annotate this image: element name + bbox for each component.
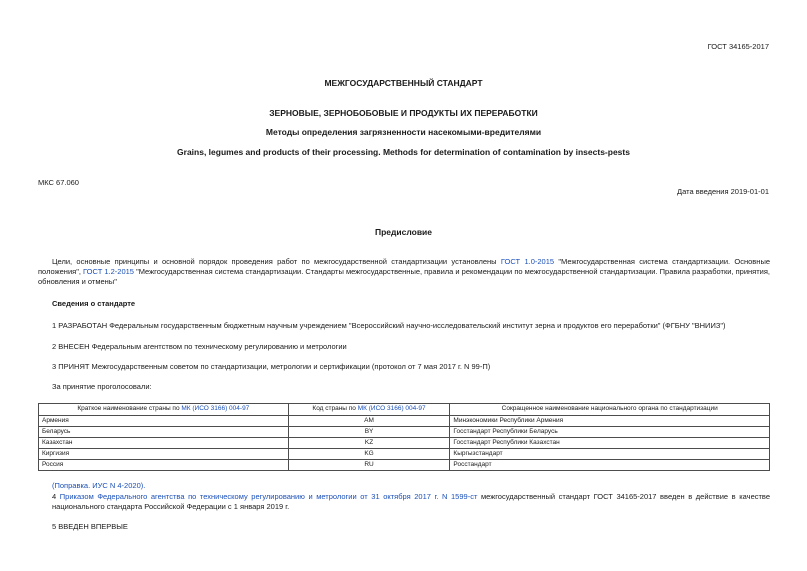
item-enacted: [52, 492, 770, 512]
item-first-introduced: 5 ВВЕДЕН ВПЕРВЫЕ: [52, 522, 128, 531]
item-enacted-text: межгосударственный стандарт ГОСТ 34165-2017 введен в действие в качестве национального стандарта Российской Федерации с 1 января 2019 г.: [52, 492, 770, 512]
item-enacted-number: 4: [52, 492, 60, 501]
code-cell: RU: [288, 460, 450, 471]
header-country-code: Код страны по МК (ИСО 3166) 004-97: [288, 404, 450, 416]
voted-label: За принятие проголосовали:: [52, 382, 152, 391]
intro-date: Дата введения 2019-01-01: [677, 187, 769, 196]
gost-1-0-link[interactable]: ГОСТ 1.0-2015: [500, 257, 555, 266]
body-cell: Минэкономики Республики Армения: [450, 416, 770, 427]
title-en: Grains, legumes and products of their processing. Methods for determination of contamination by insects-pests: [177, 147, 630, 157]
item-submitted: 2 ВНЕСЕН Федеральным агентством по техническому регулированию и метрологии: [52, 342, 347, 351]
doc-code: ГОСТ 34165-2017: [707, 42, 769, 51]
info-heading: Сведения о стандарте: [52, 299, 136, 308]
voting-table: [38, 403, 770, 471]
body-cell: Кыргызстандарт: [450, 449, 770, 460]
table-row: [39, 438, 770, 449]
subtitle-ru: Методы определения загрязненности насекомыми-вредителями: [265, 127, 542, 137]
mks-code: МКС 67.060: [38, 178, 79, 187]
code-cell: KZ: [288, 438, 450, 449]
country-cell: Казахстан: [39, 438, 289, 449]
table-header-row: [39, 404, 770, 416]
body-cell: Госстандарт Республики Беларусь: [450, 427, 770, 438]
country-cell: Беларусь: [39, 427, 289, 438]
body-cell: Росстандарт: [450, 460, 770, 471]
foreword-text-1: Цели, основные принципы и основной порядок проведения работ по межгосударственной стандартизации установлены: [52, 257, 497, 266]
table-row: [39, 416, 770, 427]
country-cell: Армения: [39, 416, 289, 427]
gost-1-2-link[interactable]: ГОСТ 1.2-2015: [83, 267, 134, 277]
country-cell: Россия: [39, 460, 289, 471]
foreword-text-2: "Межгосударственная система стандартизации. Основные положения",: [38, 257, 770, 277]
code-cell: BY: [288, 427, 450, 438]
item-adopted: 3 ПРИНЯТ Межгосударственным советом по стандартизации, метрологии и сертификации (протокол от 7 мая 2017 г. N 99-П): [52, 362, 491, 371]
foreword-heading: Предисловие: [374, 227, 433, 237]
header-standards-body: Сокращенное наименование национального органа по стандартизации: [450, 404, 770, 416]
foreword-text-3: "Межгосударственная система стандартизации. Стандарты межгосударственные, правила и рекомендации по межгосударственной стандартизации. Правила разработки, принятия, обновления и отмены": [38, 267, 770, 287]
foreword-paragraph: [38, 257, 770, 287]
standard-type: МЕЖГОСУДАРСТВЕННЫЙ СТАНДАРТ: [324, 78, 483, 88]
correction-link[interactable]: (Поправка. ИУС N 4-2020).: [52, 481, 146, 490]
table-row: [39, 449, 770, 460]
title-ru: ЗЕРНОВЫЕ, ЗЕРНОБОБОВЫЕ И ПРОДУКТЫ ИХ ПЕРЕРАБОТКИ: [269, 108, 538, 118]
code-cell: KG: [288, 449, 450, 460]
table-row: [39, 460, 770, 471]
table-row: [39, 427, 770, 438]
body-cell: Госстандарт Республики Казахстан: [450, 438, 770, 449]
header-country-name: Краткое наименование страны по МК (ИСО 3166) 004-97: [39, 404, 289, 416]
order-link[interactable]: Приказом Федерального агентства по техническому регулированию и метрологии от 31 октября 2017 г. N 1599-ст: [59, 492, 478, 501]
country-cell: Киргизия: [39, 449, 289, 460]
code-cell: AM: [288, 416, 450, 427]
mk-iso-link[interactable]: МК (ИСО 3166) 004-97: [181, 405, 250, 413]
item-developed: 1 РАЗРАБОТАН Федеральным государственным бюджетным научным учреждением "Всероссийский научно-исследовательский институт зерна и продуктов его переработки" (ФГБНУ "ВНИИЗ"): [52, 321, 726, 330]
mk-iso-link[interactable]: МК (ИСО 3166) 004-97: [357, 405, 426, 413]
